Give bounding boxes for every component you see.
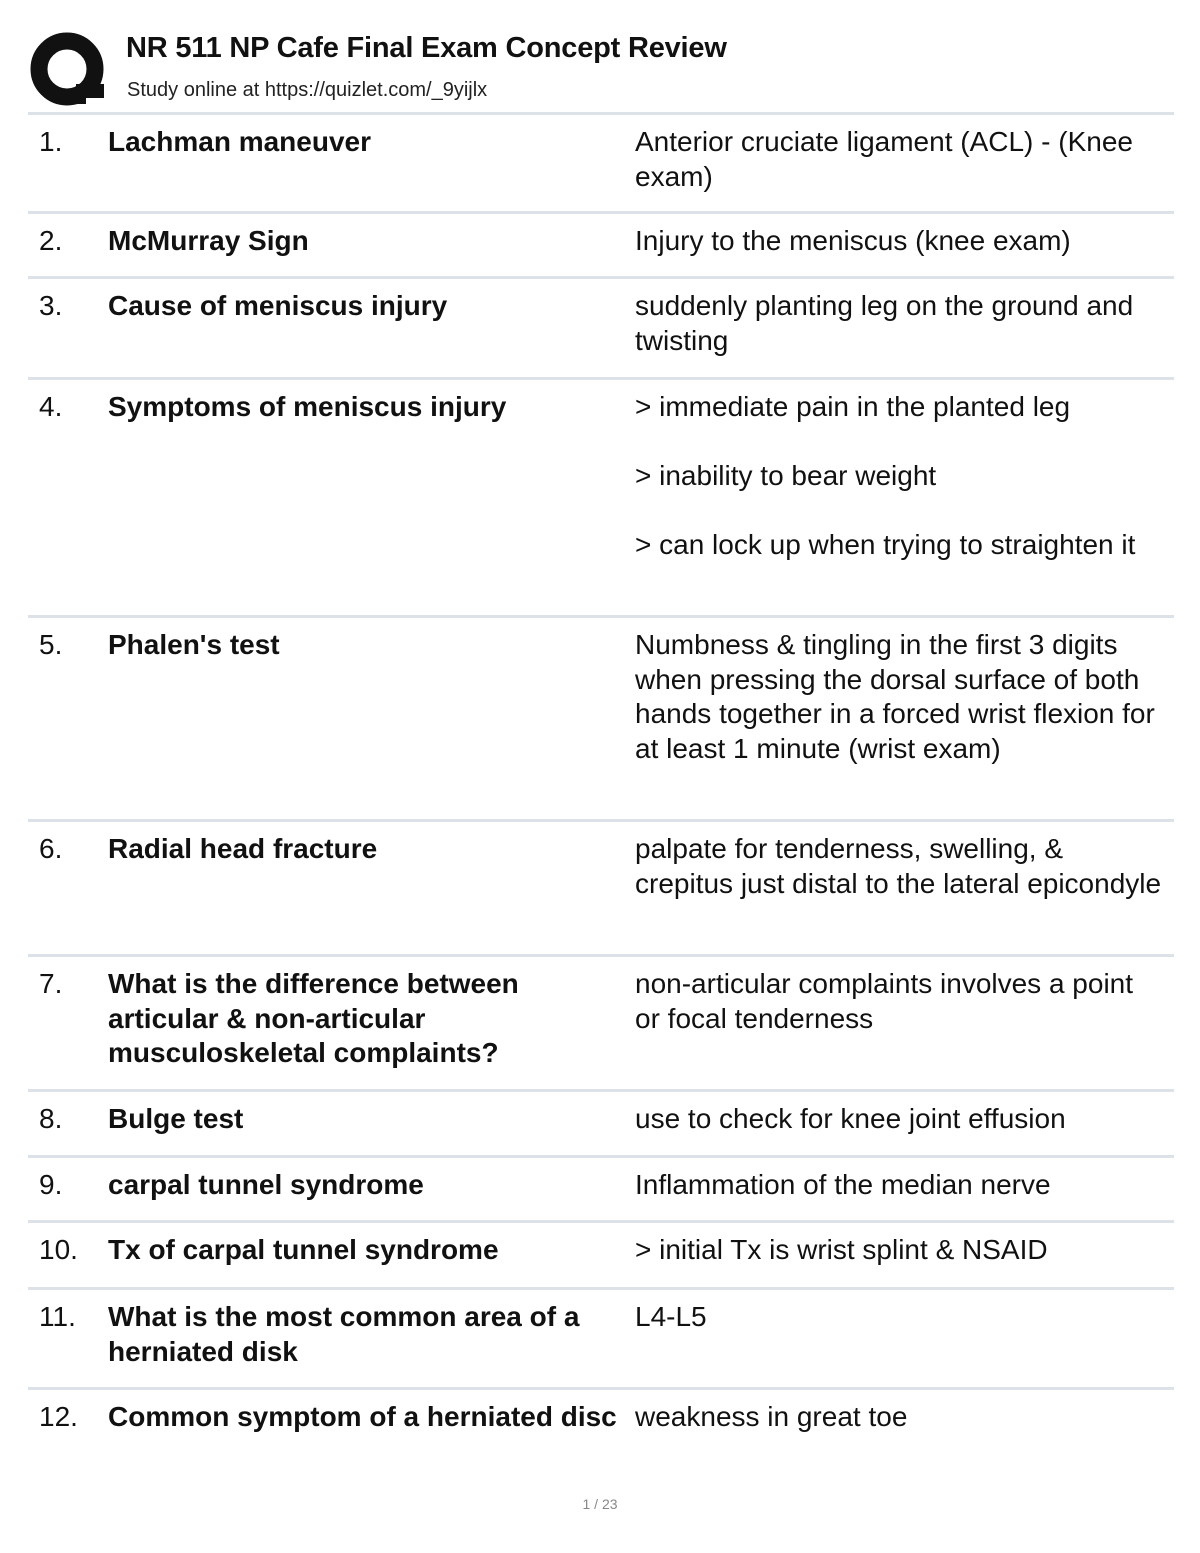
card-definition (635, 289, 1165, 358)
quizlet-q-logo-icon (30, 32, 106, 108)
card-term: carpal tunnel syndrome (108, 1169, 424, 1200)
card-number: 8. (39, 1103, 63, 1134)
card-term: McMurray Sign (108, 225, 309, 256)
flashcard-row (28, 1158, 1174, 1223)
definition-line: non-articular complaints involves a point or focal tenderness (635, 968, 1134, 1034)
card-term: What is the most common area of a herniated disk (108, 1301, 580, 1367)
flashcard-row (28, 822, 1174, 957)
flashcard-row (28, 1092, 1174, 1158)
flashcard-row (28, 1390, 1174, 1490)
card-term: Cause of meniscus injury (108, 290, 448, 321)
definition-line: > inability to bear weight (635, 460, 937, 491)
flashcard-row (28, 957, 1174, 1092)
card-definition (635, 390, 1165, 563)
flashcard-row (28, 380, 1174, 618)
card-number: 9. (39, 1169, 63, 1200)
card-number: 1. (39, 126, 63, 157)
page-title: NR 511 NP Cafe Final Exam Concept Review (126, 32, 727, 64)
page-header (30, 26, 1175, 110)
definition-line: Injury to the meniscus (knee exam) (635, 225, 1071, 256)
card-number: 6. (39, 833, 63, 864)
definition-line: suddenly planting leg on the ground and twisting (635, 290, 1134, 356)
card-definition (635, 1400, 1165, 1435)
card-term: What is the difference between articular & non-articular musculoskeletal complaints? (108, 968, 519, 1068)
card-definition (635, 832, 1165, 901)
card-definition (635, 1102, 1165, 1137)
card-number: 11. (39, 1301, 76, 1332)
definition-line: Inflammation of the median nerve (635, 1169, 1051, 1200)
card-term: Tx of carpal tunnel syndrome (108, 1234, 499, 1265)
card-number: 7. (39, 968, 63, 999)
card-term: Common symptom of a herniated disc (108, 1401, 617, 1432)
card-number: 5. (39, 629, 63, 660)
card-definition (635, 628, 1165, 766)
flashcard-row (28, 1290, 1174, 1390)
card-number: 10. (39, 1234, 78, 1265)
card-term: Radial head fracture (108, 833, 378, 864)
card-definition (635, 1300, 1165, 1335)
card-term: Symptoms of meniscus injury (108, 391, 507, 422)
definition-line: Anterior cruciate ligament (ACL) - (Knee exam) (635, 126, 1133, 192)
flashcard-row (28, 1223, 1174, 1290)
definition-line: palpate for tenderness, swelling, & crepitus just distal to the lateral epicondyle (635, 833, 1162, 899)
definition-line: weakness in great toe (635, 1401, 908, 1432)
flashcard-row (28, 618, 1174, 822)
card-term: Phalen's test (108, 629, 280, 660)
definition-line: > initial Tx is wrist splint & NSAID (635, 1234, 1048, 1265)
card-term: Lachman maneuver (108, 126, 371, 157)
flashcard-row (28, 115, 1174, 214)
flashcard-row (28, 279, 1174, 380)
card-definition (635, 1168, 1165, 1203)
card-definition (635, 125, 1165, 194)
card-number: 12. (39, 1401, 78, 1432)
card-number: 3. (39, 290, 63, 321)
definition-line: use to check for knee joint effusion (635, 1103, 1066, 1134)
card-number: 2. (39, 225, 63, 256)
definition-line: > can lock up when trying to straighten it (635, 529, 1136, 560)
definition-line: L4-L5 (635, 1301, 707, 1332)
card-term: Bulge test (108, 1103, 244, 1134)
card-definition (635, 1233, 1165, 1268)
card-definition (635, 967, 1165, 1036)
page-indicator: 1 / 23 (582, 1496, 618, 1512)
flashcard-row (28, 214, 1174, 279)
card-number: 4. (39, 391, 63, 422)
definition-line: Numbness & tingling in the first 3 digits when pressing the dorsal surface of both hands together in a forced wrist flexion for at least 1 minute (wrist exam) (635, 629, 1155, 764)
flashcard-list (28, 115, 1174, 1490)
card-definition (635, 224, 1165, 259)
definition-line: > immediate pain in the planted leg (635, 391, 1071, 422)
study-online-link[interactable]: Study online at https://quizlet.com/_9yijlx (127, 79, 488, 101)
